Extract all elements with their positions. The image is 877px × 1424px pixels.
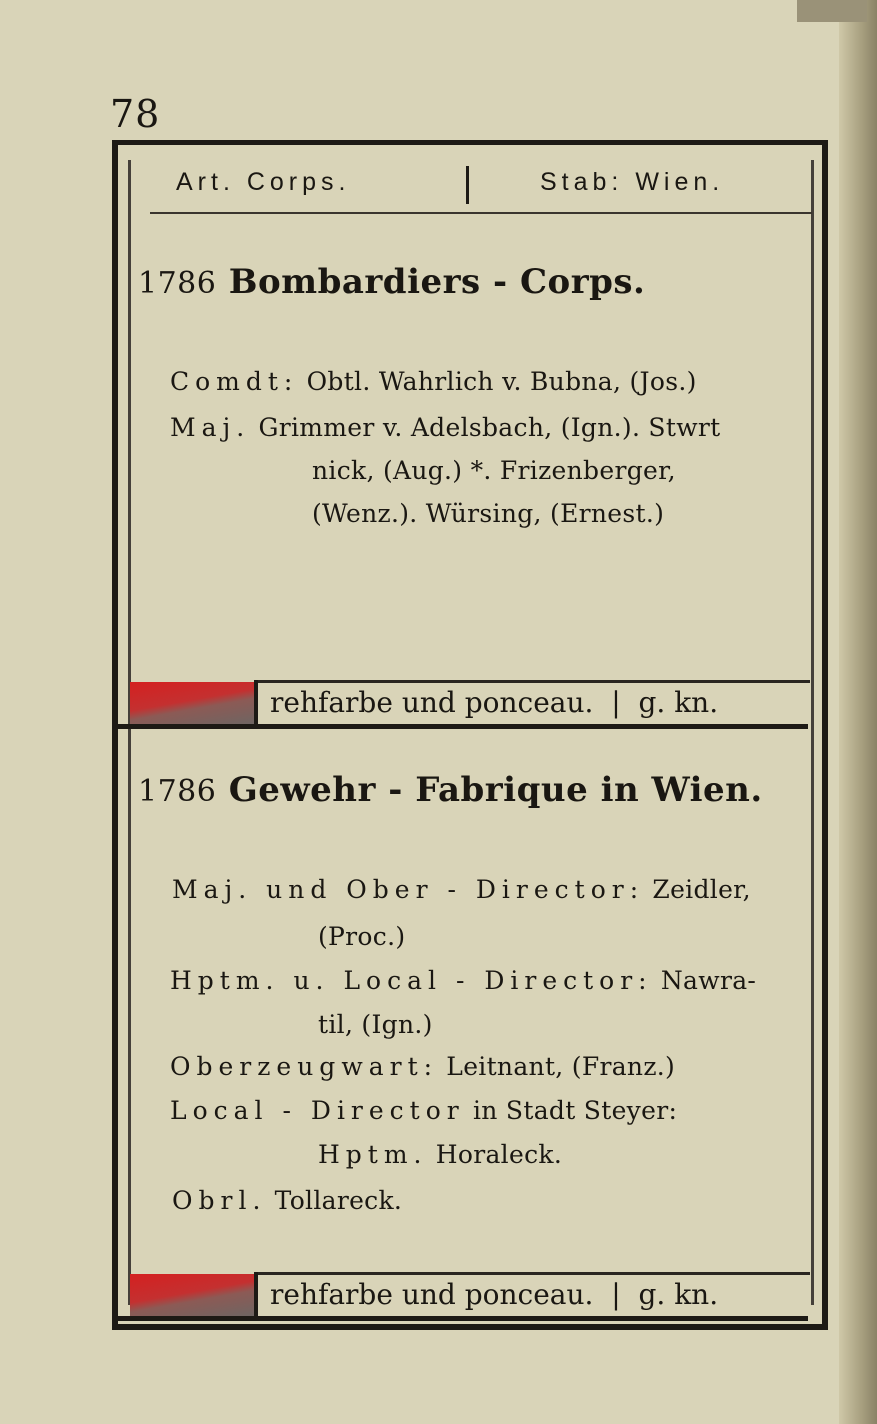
facing-text: rehfarbe und ponceau.	[270, 1278, 594, 1311]
entry-line	[170, 966, 756, 995]
running-header	[140, 160, 812, 210]
band-rule	[118, 1316, 808, 1321]
band-rule	[256, 680, 810, 683]
section-title	[138, 770, 763, 810]
entry-label: Local - Director	[170, 1096, 465, 1125]
facing-buttons: g. kn.	[638, 686, 719, 719]
entry-label: Maj.	[170, 413, 251, 442]
entry-label: Hptm.	[318, 1140, 428, 1169]
section-year: 1786	[138, 774, 217, 809]
facing-buttons: g. kn.	[638, 1278, 719, 1311]
entry-text: (Wenz.). Würsing, (Ernest.)	[312, 499, 665, 528]
entry-label: Obrl.	[172, 1186, 267, 1215]
page-edge	[839, 0, 877, 1424]
header-right: Stab: Wien.	[540, 168, 725, 196]
section-name: Gewehr - Fabrique in Wien.	[228, 770, 763, 810]
entry-text: Nawra-	[660, 966, 757, 995]
facing-separator: |	[602, 1278, 630, 1311]
entry-text: Leitnant, (Franz.)	[446, 1052, 676, 1081]
entry-label: Comdt:	[170, 367, 299, 396]
entry-label: Oberzeugwart:	[170, 1052, 439, 1081]
entry-text: Obtl. Wahrlich v. Bubna, (Jos.)	[306, 367, 697, 396]
entry-line	[170, 1052, 675, 1081]
facing-color-band	[118, 1272, 818, 1320]
entry-text: Horaleck.	[435, 1140, 563, 1169]
entry-line	[170, 413, 721, 442]
facing-description	[270, 686, 718, 719]
entry-text: Grimmer v. Adelsbach, (Ign.). Stwrt	[258, 413, 721, 442]
band-bar	[254, 1272, 258, 1318]
page-number: 78	[110, 92, 161, 136]
entry-line	[318, 1140, 562, 1169]
section-title	[138, 262, 645, 302]
band-rule	[118, 724, 808, 729]
entry-line	[172, 875, 751, 904]
inner-left-rule	[128, 160, 131, 1305]
header-left: Art. Corps.	[176, 168, 351, 196]
header-divider	[466, 166, 469, 204]
entry-line	[172, 1186, 402, 1215]
entry-line	[170, 1096, 677, 1125]
entry-line	[318, 1010, 433, 1039]
page-edge-top	[797, 0, 867, 22]
facing-description	[270, 1278, 718, 1311]
header-rule	[150, 212, 812, 214]
section-year: 1786	[138, 266, 217, 301]
entry-label: Hptm. u. Local - Director:	[170, 966, 653, 995]
facing-text: rehfarbe und ponceau.	[270, 686, 594, 719]
entry-text: Tollareck.	[274, 1186, 403, 1215]
entry-text: in Stadt Steyer:	[472, 1096, 678, 1125]
facing-color-swatch	[130, 682, 254, 724]
facing-separator: |	[602, 686, 630, 719]
facing-color-band	[118, 680, 818, 728]
entry-line	[170, 367, 697, 396]
entry-text: nick, (Aug.) *. Frizenberger,	[312, 456, 676, 485]
inner-right-rule	[811, 160, 814, 1305]
entry-line	[312, 456, 676, 485]
entry-text: (Proc.)	[318, 922, 406, 951]
facing-color-swatch	[130, 1274, 254, 1316]
section-name: Bombardiers - Corps.	[228, 262, 646, 302]
entry-line	[318, 922, 405, 951]
entry-text: til, (Ign.)	[318, 1010, 433, 1039]
entry-line	[312, 499, 664, 528]
entry-label: Maj. und Ober - Director:	[172, 875, 645, 904]
entry-text: Zeidler,	[652, 875, 751, 904]
band-rule	[256, 1272, 810, 1275]
band-bar	[254, 680, 258, 726]
